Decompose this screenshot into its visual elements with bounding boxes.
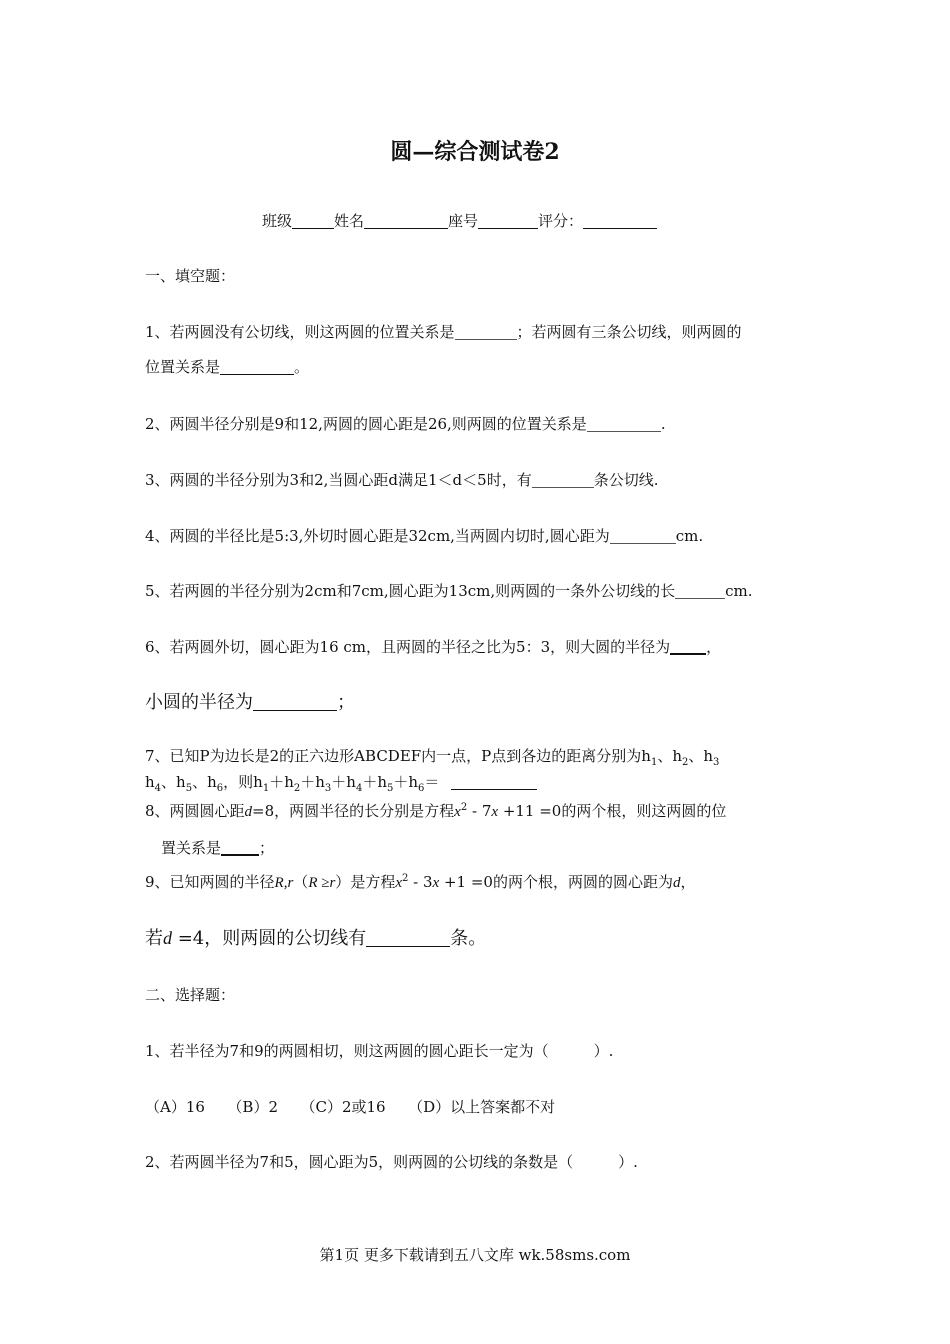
q5-blank[interactable] xyxy=(675,582,725,599)
question-9-line-1: 9、已知两圆的半径R,r（R ≥r）是方程$x^2 - 3x +1 =0$的两个根，两圆的圆心距为d， xyxy=(145,873,696,891)
question-8-line-1: 8、两圆圆心距d=8，两圆半径的长分别是方程$x^2 - 7x +11 =0$的两个根，则这两圆的位 xyxy=(145,802,727,820)
seat-blank[interactable] xyxy=(478,212,538,229)
question-3: 3、两圆的半径分别为3和2,当圆心距d满足1＜d＜5时，有 条公切线. xyxy=(145,471,659,489)
q1-blank-1[interactable] xyxy=(455,323,517,340)
name-blank[interactable] xyxy=(364,212,448,229)
q8-blank[interactable] xyxy=(221,838,259,856)
score-blank[interactable] xyxy=(583,212,657,229)
question-6-line-2: 小圆的半径为 ； xyxy=(145,692,355,713)
q6-blank-1[interactable] xyxy=(670,637,706,655)
page-footer: 第1页 更多下载请到五八文库 wk.58sms.com xyxy=(319,1246,631,1264)
question-9-line-2: 若d =4，则两圆的公切线有 条。 xyxy=(145,928,487,949)
q7-blank[interactable] xyxy=(451,773,537,790)
question-2: 2、两圆半径分别是9和12,两圆的圆心距是26,则两圆的位置关系是 . xyxy=(145,415,666,433)
question-4: 4、两圆的半径比是5:3,外切时圆心距是32cm,当两圆内切时,圆心距为 cm. xyxy=(145,527,704,545)
choice-question-2: 2、若两圆半径为7和5，圆心距为5，则两圆的公切线的条数是（ ）. xyxy=(145,1153,638,1171)
class-label: 班级 xyxy=(262,212,293,230)
question-1-line-1: 1、若两圆没有公切线，则这两圆的位置关系是 ；若两圆有三条公切线，则两圆的 xyxy=(145,323,742,341)
question-1-line-2: 位置关系是 。 xyxy=(145,358,310,376)
choice-question-1-options: （A）16 （B）2 （C）2或16 （D）以上答案都不对 xyxy=(145,1098,556,1116)
choice-question-1: 1、若半径为7和9的两圆相切，则这两圆的圆心距长一定为（ ）. xyxy=(145,1042,614,1060)
q3-blank[interactable] xyxy=(532,471,594,488)
class-blank[interactable] xyxy=(292,212,334,229)
section-1-heading: 一、填空题： xyxy=(145,267,236,285)
seat-label: 座号 xyxy=(448,212,479,230)
q9-blank[interactable] xyxy=(366,927,450,947)
question-8-line-2: 置关系是 ； xyxy=(161,839,275,857)
name-label: 姓名 xyxy=(334,212,365,230)
question-6-line-1: 6、若两圆外切，圆心距为16 cm，且两圆的半径之比为5：3，则大圆的半径为 ， xyxy=(145,638,722,656)
question-7-line-1: 7、已知P为边长是2的正六边形ABCDEF内一点，P点到各边的距离分别为$h_1$、$h_2$、$h_3$ xyxy=(145,747,720,768)
question-7-line-2: $h_4$、$h_5$、$h_6$，则$h_1+h_2+h_3+h_4+h_5+h_6=$ xyxy=(145,772,537,792)
q2-blank[interactable] xyxy=(587,415,661,432)
q1-blank-2[interactable] xyxy=(220,358,294,375)
score-label: 评分： xyxy=(538,212,584,230)
page-title: 圆—综合测试卷2 xyxy=(390,139,560,165)
section-2-heading: 二、选择题： xyxy=(145,986,236,1004)
student-info-line xyxy=(262,211,657,231)
question-5: 5、若两圆的半径分别为2cm和7cm,圆心距为13cm,则两圆的一条外公切线的长 cm. xyxy=(145,582,753,600)
q4-blank[interactable] xyxy=(610,527,676,544)
q6-blank-2[interactable] xyxy=(253,691,337,711)
